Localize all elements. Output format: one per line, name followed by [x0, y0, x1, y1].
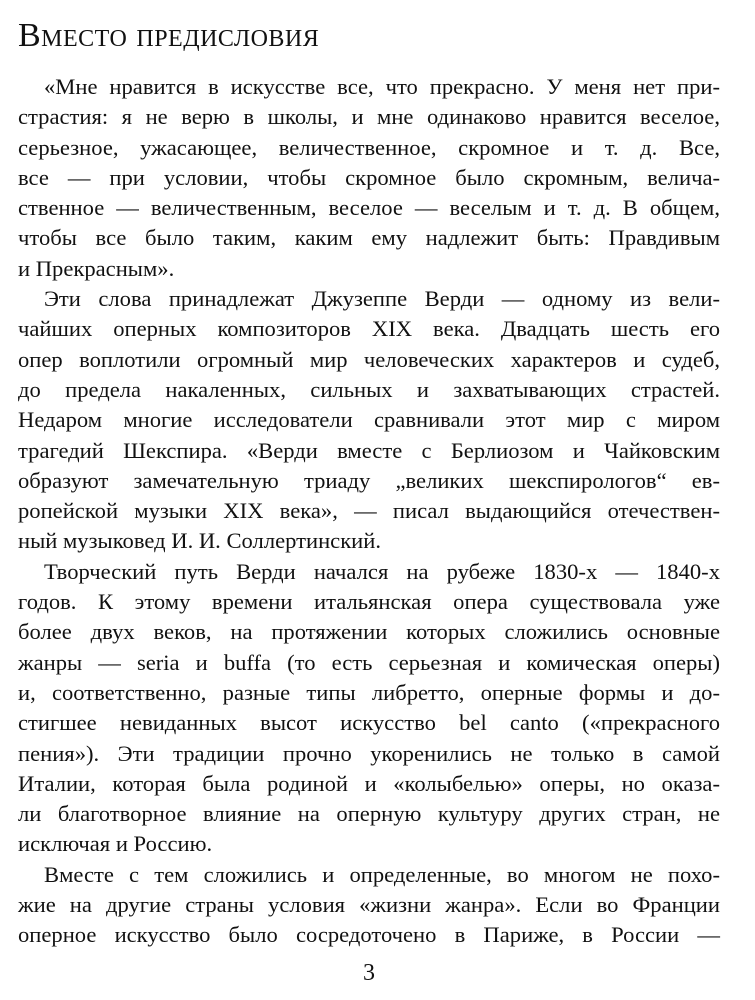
text-line: Эти слова принадлежат Джузеппе Верди — одному из вели-	[44, 286, 720, 312]
text-line: исключая и Россию.	[18, 831, 213, 857]
text-line: все — при условии, чтобы скромное было скромным, велича-	[18, 164, 720, 190]
text-line: и, соответственно, разные типы либретто, оперные формы и до-	[18, 679, 720, 705]
page-number: 3	[363, 960, 375, 986]
paragraph	[18, 284, 720, 557]
text-line: «Мне нравится в искусстве все, что прекрасно. У меня нет при-	[44, 74, 720, 99]
text-line: годов. К этому времени итальянская опера существовала уже	[18, 589, 720, 615]
text-line: более двух веков, на протяжении которых сложились основные	[18, 619, 720, 645]
text-line: чтобы все было таким, каким ему надлежит быть: Правдивым	[18, 225, 720, 251]
text-line: жие на другие страны условия «жизни жанра». Если во Франции	[18, 892, 720, 918]
text-line: опер воплотили огромный мир человеческих характеров и судеб,	[18, 346, 720, 372]
text-line: ропейской музыки XIX века», — писал выдающийся отечествен-	[18, 498, 720, 524]
text-line: ли благотворное влияние на оперную культуру других стран, не	[18, 801, 720, 827]
text-line: образуют замечательную триаду „великих шекспирологов“ ев-	[18, 467, 720, 493]
text-line: серьезное, ужасающее, величественное, скромное и т. д. Все,	[18, 134, 720, 160]
text-line: трагедий Шекспира. «Верди вместе с Берлиозом и Чайковским	[18, 437, 720, 463]
text-line: Вместе с тем сложились и определенные, во многом не похо-	[44, 861, 720, 887]
text-line: жанры — seria и buffa (то есть серьезная и комическая оперы)	[18, 649, 720, 675]
paragraph	[18, 860, 720, 951]
text-line: оперное искусство было сосредоточено в Париже, в России —	[18, 922, 720, 948]
text-line: стигшее невиданных высот искусство bel canto («прекрасного	[18, 710, 720, 736]
text-line: и Прекрасным».	[18, 255, 175, 281]
text-line: ный музыковед И. И. Соллертинский.	[18, 528, 382, 554]
body-text	[18, 72, 720, 951]
text-line: Творческий путь Верди начался на рубеже 1830-х — 1840-х	[44, 558, 720, 584]
text-line: Недаром многие исследователи сравнивали этот мир с миром	[18, 407, 720, 433]
text-line: пения»). Эти традиции прочно укоренились не только в самой	[18, 740, 720, 766]
text-line: чайших оперных композиторов XIX века. Двадцать шесть его	[18, 316, 720, 342]
chapter-heading: Вместо предисловия	[18, 17, 320, 54]
text-line: страстия: я не верю в школы, и мне одинаково нравится веселое,	[18, 104, 720, 130]
paragraph	[18, 557, 720, 860]
text-line: до предела накаленных, сильных и захватывающих страстей.	[18, 376, 720, 402]
paragraph	[18, 72, 720, 284]
text-line: Италии, которая была родиной и «колыбелью» оперы, но оказа-	[18, 770, 720, 796]
text-line: ственное — величественным, веселое — веселым и т. д. В общем,	[18, 195, 720, 221]
book-page	[18, 0, 720, 1000]
